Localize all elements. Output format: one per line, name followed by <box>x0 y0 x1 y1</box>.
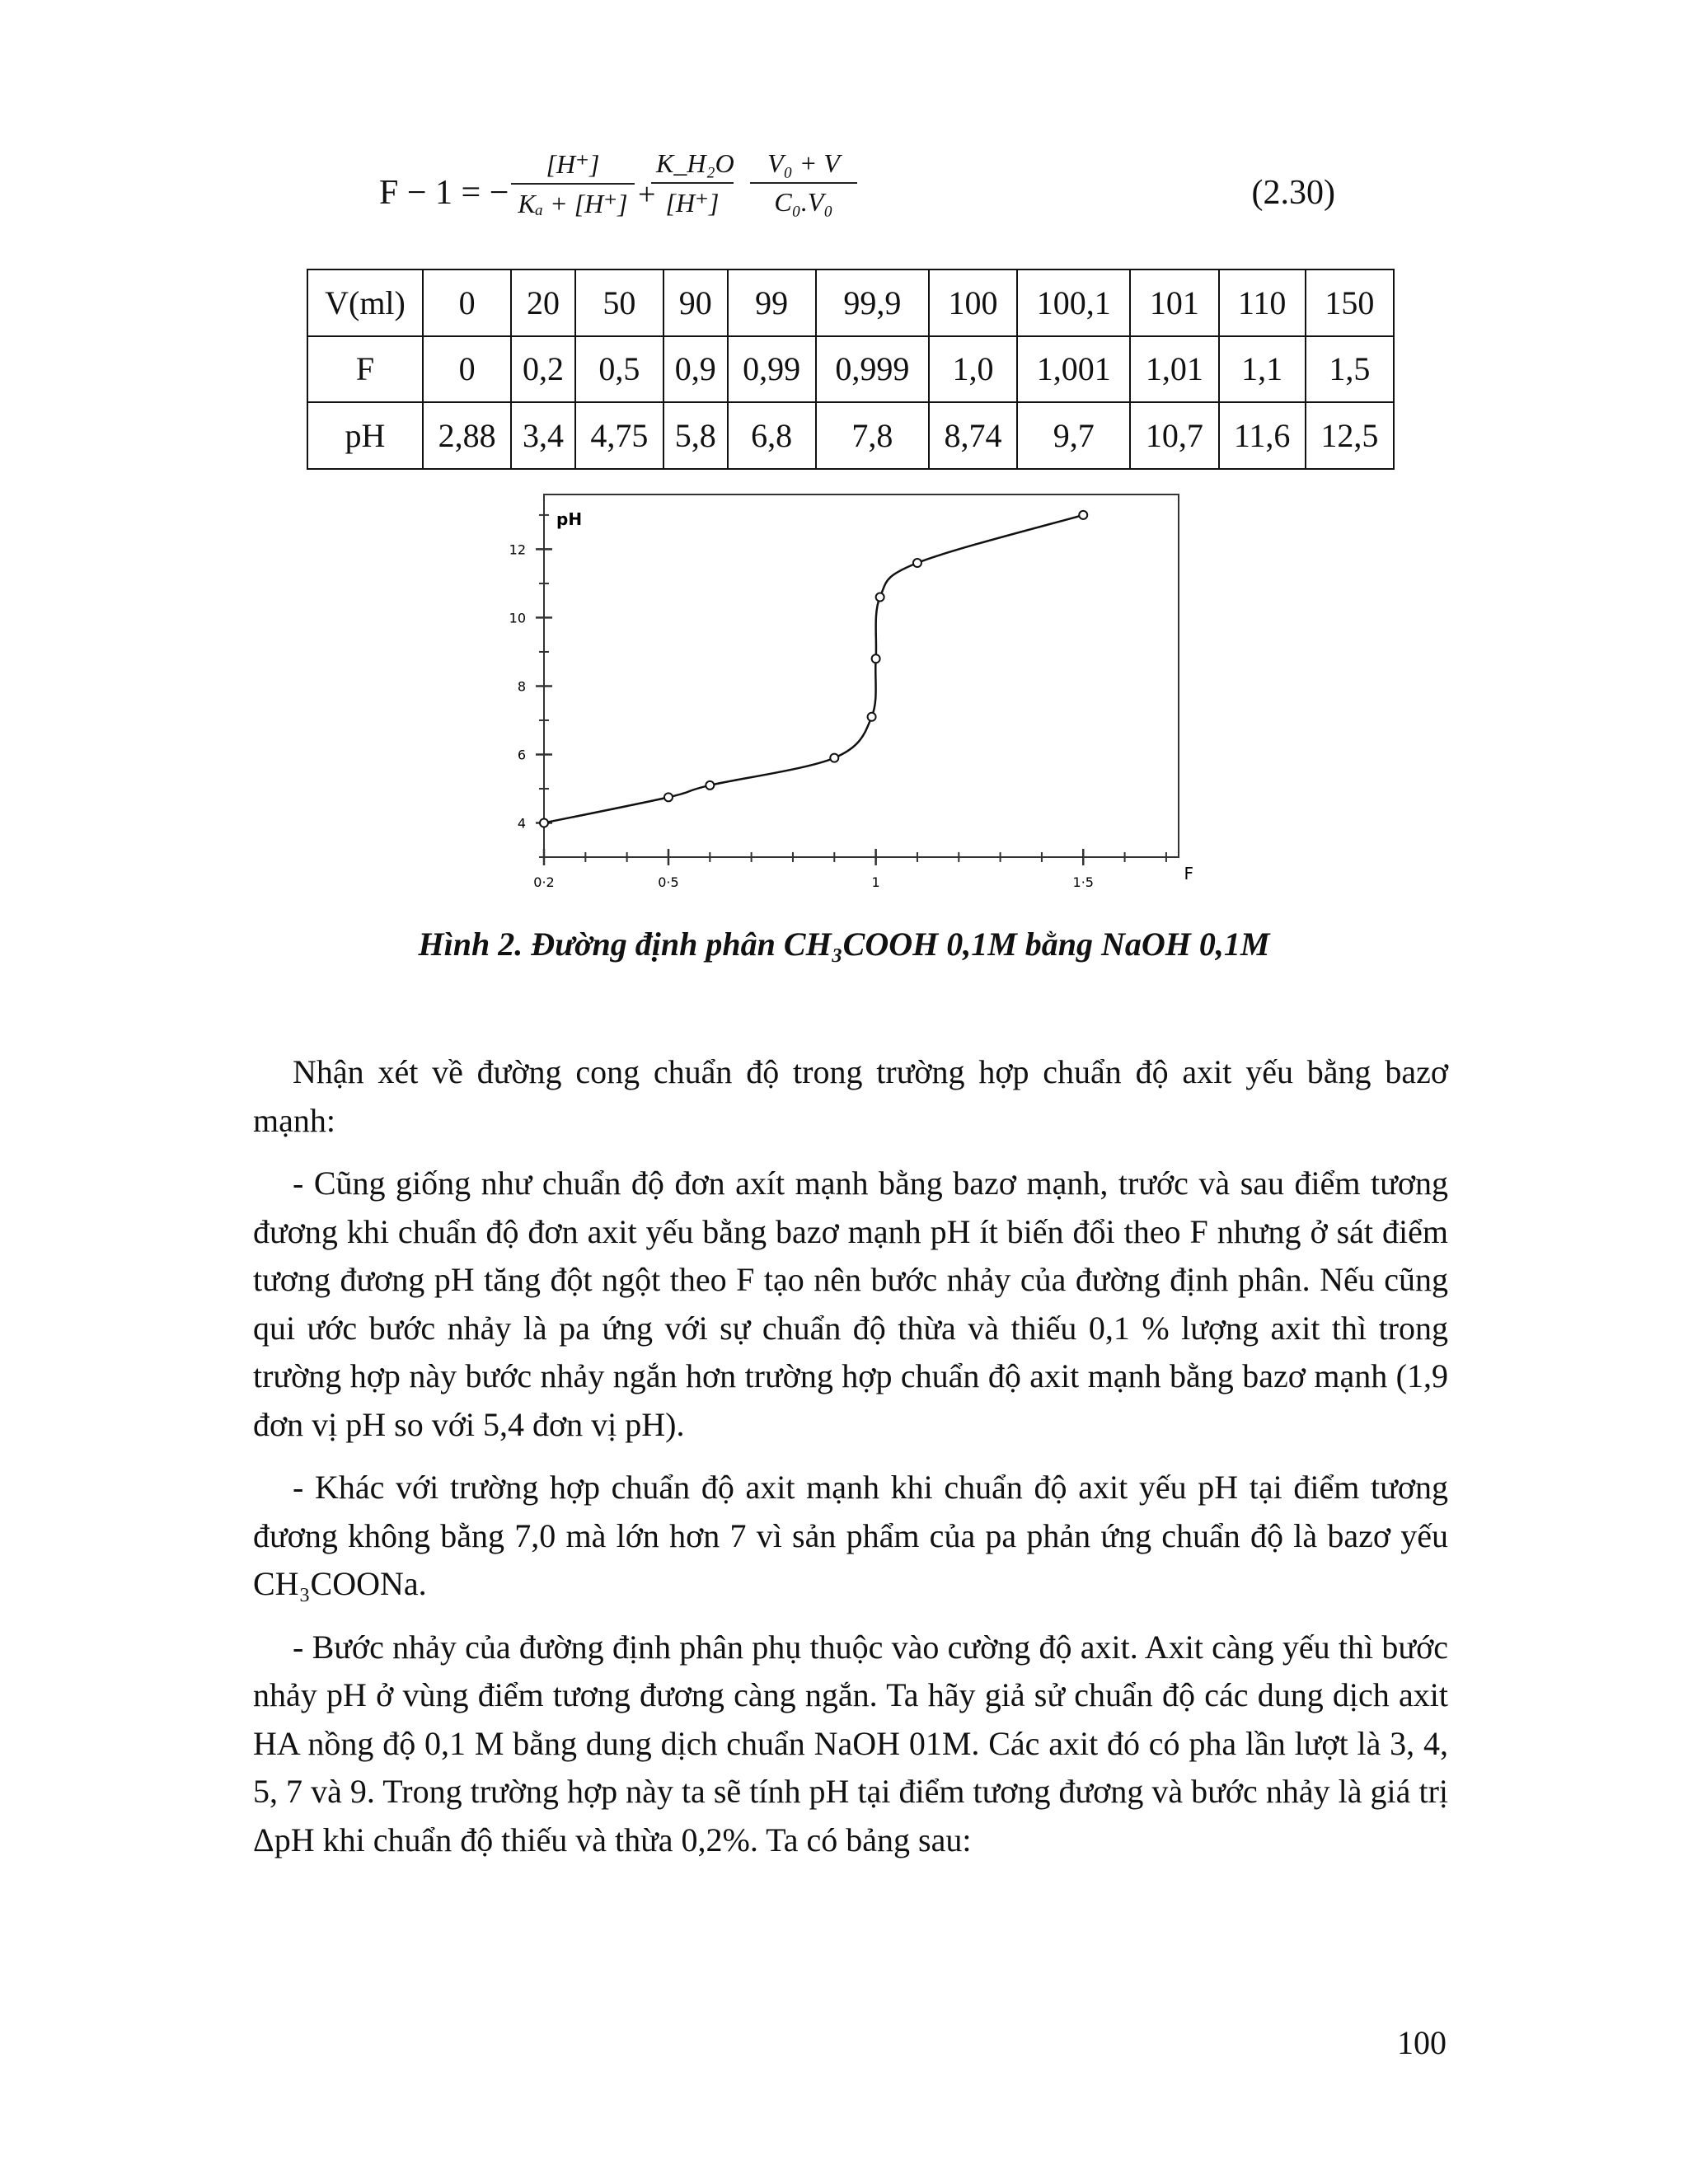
table-cell: 150 <box>1306 269 1394 336</box>
data-point <box>1079 511 1087 519</box>
table-cell: 11,6 <box>1219 402 1306 469</box>
table-cell: 0,9 <box>663 336 727 403</box>
table-row-ph <box>307 402 1394 469</box>
fraction-1-denominator: Kₐ + [H⁺] <box>518 189 628 218</box>
table-cell: 4,75 <box>575 402 663 469</box>
plus-sign: + <box>638 177 656 212</box>
table-row-label: V(ml) <box>307 269 423 336</box>
fraction-1 <box>511 148 635 219</box>
x-tick-label: 0·5 <box>658 874 679 890</box>
table-cell: 3,4 <box>511 402 574 469</box>
table-cell: 1,0 <box>929 336 1017 403</box>
table-cell: 0,2 <box>511 336 574 403</box>
data-point <box>876 593 884 602</box>
table-cell: 5,8 <box>663 402 727 469</box>
table-row-label: pH <box>307 402 423 469</box>
x-axis-label: F <box>1184 864 1193 883</box>
titration-curve-line <box>544 515 1083 823</box>
x-tick-label: 1·5 <box>1072 874 1094 890</box>
titration-curve-chart <box>495 482 1195 902</box>
table-cell: 50 <box>575 269 663 336</box>
x-tick-label: 1 <box>871 874 880 890</box>
fraction-3-denominator: C₀.V₀ <box>774 187 833 217</box>
fraction-2 <box>651 148 734 218</box>
fraction-3-numerator: V₀ + V <box>750 148 857 184</box>
y-tick-label: 8 <box>517 678 526 695</box>
table-cell: 90 <box>663 269 727 336</box>
data-point <box>830 754 838 762</box>
y-tick-label: 4 <box>517 815 526 832</box>
fraction-2-numerator: K_H₂O <box>651 148 734 184</box>
table-cell: 2,88 <box>423 402 511 469</box>
data-point <box>706 781 714 790</box>
table-row-label: F <box>307 336 423 403</box>
table-cell: 100,1 <box>1017 269 1130 336</box>
table-cell: 1,01 <box>1130 336 1218 403</box>
y-axis-label: pH <box>556 509 583 529</box>
table-cell: 6,8 <box>728 402 816 469</box>
paragraph: - Cũng giống như chuẩn độ đơn axít mạnh bằng bazơ mạnh, trước và sau điểm tương đương khi chuẩn độ đơn axit yếu bằng bazơ mạnh pH ít biến đổi theo F nhưng ở sát điểm tương đương pH tăng đột ngột theo F tạo nên bước nhảy của đường định phân. Nếu cũng qui ước bước nhảy là pa ứng với sự chuẩn độ thừa và thiếu 0,1 % lượng axit thì trong trường hợp này bước nhảy ngắn hơn trường hợp chuẩn độ axit mạnh bằng bazơ mạnh (1,9 đơn vị pH so với 5,4 đơn vị pH). <box>253 1165 1448 1443</box>
fraction-2-denominator: [H⁺] <box>665 188 720 218</box>
data-point <box>913 559 921 567</box>
equation-lhs: F − 1 = − <box>379 174 509 212</box>
table-cell: 1,1 <box>1219 336 1306 403</box>
paragraph: Nhận xét về đường cong chuẩn độ trong trường hợp chuẩn độ axit yếu bằng bazơ mạnh: <box>253 1053 1448 1139</box>
table-cell: 1,5 <box>1306 336 1394 403</box>
table-cell: 8,74 <box>929 402 1017 469</box>
table-cell: 0,5 <box>575 336 663 403</box>
table-cell: 0,999 <box>816 336 929 403</box>
table-row-volume <box>307 269 1394 336</box>
equation-2-30 <box>379 140 1335 247</box>
data-point <box>868 713 876 721</box>
table-cell: 12,5 <box>1306 402 1394 469</box>
table-cell: 99,9 <box>816 269 929 336</box>
table-cell: 10,7 <box>1130 402 1218 469</box>
titration-data-table <box>307 269 1395 470</box>
data-point <box>540 818 548 827</box>
x-tick-label: 0·2 <box>533 874 555 890</box>
fraction-3 <box>750 148 857 218</box>
figure-caption: Hình 2. Đường định phân CH₃COOH 0,1M bằng NaOH 0,1M <box>418 926 1270 963</box>
table-cell: 100 <box>929 269 1017 336</box>
table-cell: 7,8 <box>816 402 929 469</box>
table-cell: 0 <box>423 336 511 403</box>
paragraph: - Khác với trường hợp chuẩn độ axit mạnh khi chuẩn độ axit yếu pH tại điểm tương đương không bằng 7,0 mà lớn hơn 7 vì sản phẩm của pa phản ứng chuẩn độ là bazơ yếu CH₃COONa. <box>253 1469 1448 1602</box>
fraction-1-numerator: [H⁺] <box>511 148 635 185</box>
table-cell: 101 <box>1130 269 1218 336</box>
body-text <box>253 1048 1448 1879</box>
table-cell: 99 <box>728 269 816 336</box>
y-tick-label: 12 <box>509 541 526 558</box>
table-cell: 1,001 <box>1017 336 1130 403</box>
y-tick-label: 6 <box>517 747 526 763</box>
table-cell: 9,7 <box>1017 402 1130 469</box>
table-cell: 20 <box>511 269 574 336</box>
data-point <box>872 654 880 663</box>
table-cell: 0,99 <box>728 336 816 403</box>
equation-number: (2.30) <box>1251 174 1335 212</box>
y-tick-label: 10 <box>509 610 526 626</box>
table-row-f <box>307 336 1394 403</box>
page-number: 100 <box>1397 2024 1447 2061</box>
data-point <box>664 793 673 801</box>
paragraph: - Bước nhảy của đường định phân phụ thuộc vào cường độ axit. Axit càng yếu thì bước nhảy pH ở vùng điểm tương đương càng ngắn. Ta hãy giả sử chuẩn độ các dung dịch axit HA nồng độ 0,1 M bằng dung dịch chuẩn NaOH 01M. Các axit đó có pha lần lượt là 3, 4, 5, 7 và 9. Trong trường hợp này ta sẽ tính pH tại điểm tương đương và bước nhảy là giá trị ΔpH khi chuẩn độ thiếu và thừa 0,2%. Ta có bảng sau: <box>253 1628 1448 1858</box>
table-cell: 110 <box>1219 269 1306 336</box>
table-cell: 0 <box>423 269 511 336</box>
